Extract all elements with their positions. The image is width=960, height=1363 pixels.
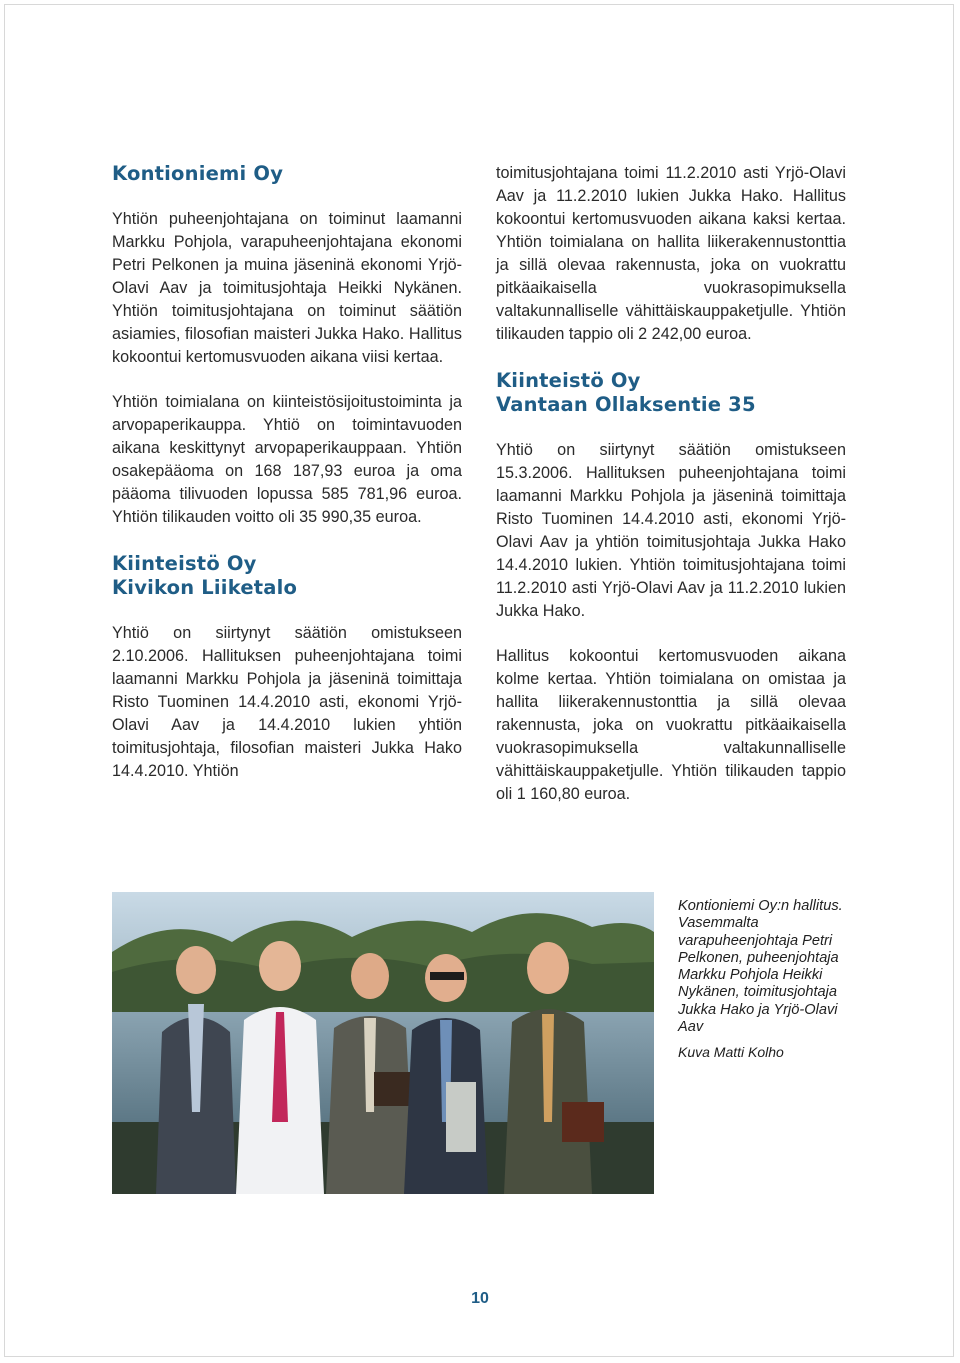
page-number: 10 <box>471 1290 489 1307</box>
paragraph-kontioniemi-finance: Yhtiön toimialana on kiinteistösijoitustoiminta ja arvopaperikauppa. Yhtiö on toimintavuoden aikana keskittynyt arvopaperikauppaan. Yhtiön osakepääoma on 168 187,93 euroa ja oma pääoma tilivuoden lopussa 585 781,96 euroa. Yhtiön tilikauden voitto oli 35 990,35 euroa. <box>112 393 462 526</box>
heading-line-2: Vantaan Ollaksentie 35 <box>496 393 756 416</box>
photo-caption <box>678 898 848 1062</box>
paragraph-kivikon-continued: toimitusjohtajana toimi 11.2.2010 asti Yrjö-Olavi Aav ja 11.2.2010 lukien Jukka Hako. Hallitus kokoontui kertomusvuoden aikana kaksi kertaa. Yhtiön toimialana on hallita liikerakennustonttia ja sillä olevaa rakennusta, joka on vuokrattu pitkäaikaisella vuokrasopimuksella valtakunnalliselle vähittäiskauppaketjulle. Yhtiön tilikauden tappio oli 2 242,00 euroa. <box>496 164 846 343</box>
left-column <box>112 162 462 783</box>
paragraph-vantaan-board: Yhtiö on siirtynyt säätiön omistukseen 15.3.2006. Hallituksen puheenjohtajana toimi laamanni Markku Pohjola ja jäseninä toimittaja Risto Tuominen 14.4.2010 asti, ekonomi Yrjö-Olavi Aav ja yhtiön toimitusjohtaja Jukka Hako 14.4.2010 lukien. Yhtiön toimitusjohtajana toimi 11.2.2010 asti Yrjö-Olavi Aav ja 11.2.2010 lukien Jukka Hako. <box>496 441 846 620</box>
photo-credit: Kuva Matti Kolho <box>678 1044 784 1061</box>
paragraph-vantaan-finance: Hallitus kokoontui kertomusvuoden aikana kolme kertaa. Yhtiön toimialana on omistaa ja hallita liikerakennustonttia ja sillä olevaa rakennusta, joka on vuokrattu pitkäaikaisella vuokrasopimuksella valtakunnalliselle vähittäiskauppaketjulle. Yhtiön tilikauden tappio oli 1 160,80 euroa. <box>496 647 846 803</box>
heading-line-1: Kiinteistö Oy <box>496 369 641 392</box>
heading-kontioniemi: Kontioniemi Oy <box>112 162 284 185</box>
board-photo-illustration <box>112 892 654 1194</box>
heading-line-1: Kiinteistö Oy <box>112 552 257 575</box>
board-photo <box>112 892 654 1194</box>
heading-vantaan-ollaksentie <box>496 369 846 417</box>
heading-line-2: Kivikon Liiketalo <box>112 576 298 599</box>
caption-text: Kontioniemi Oy:n hallitus. Vasemmalta varapuheenjohtaja Petri Pelkonen, puheenjohtaja Markku Pohjola Heikki Nykänen, toimitusjohtaja Jukka Hako ja Yrjö-Olavi Aav <box>678 898 843 1036</box>
heading-kivikon-liiketalo <box>112 552 462 600</box>
right-column <box>496 162 846 806</box>
paragraph-kivikon-board: Yhtiö on siirtynyt säätiön omistukseen 2.10.2006. Hallituksen puheenjohtajana toimi laamanni Markku Pohjola ja jäseninä toimittaja Risto Tuominen 14.4.2010 asti, ekonomi Yrjö-Olavi Aav ja 14.4.2010 lukien yhtiön toimitusjohtaja, filosofian maisteri Jukka Hako 14.4.2010. Yhtiön <box>112 624 462 780</box>
paragraph-kontioniemi-board: Yhtiön puheenjohtajana on toiminut laamanni Markku Pohjola, varapuheenjohtajana ekonomi Petri Pelkonen ja muina jäseninä ekonomi Yrjö-Olavi Aav ja toimitusjohtaja Heikki Nykänen. Yhtiön toimitusjohtajana on toiminut säätiön asiamies, filosofian maisteri Jukka Hako. Hallitus kokoontui kertomusvuoden aikana viisi kertaa. <box>112 210 462 366</box>
